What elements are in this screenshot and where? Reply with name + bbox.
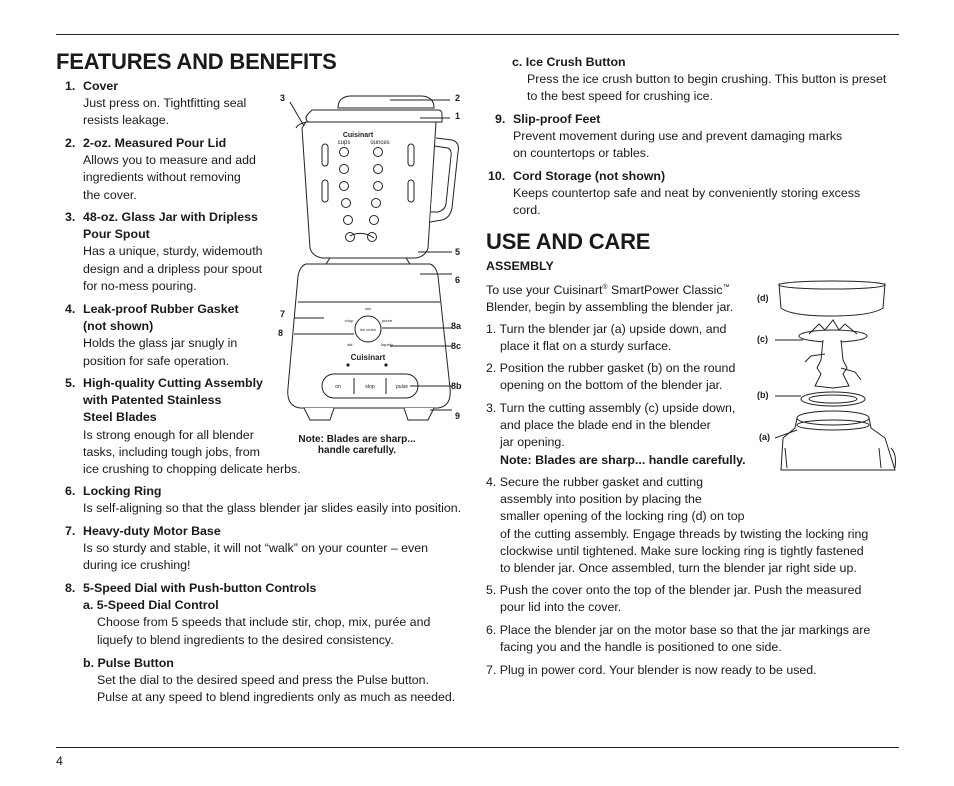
step-line: clockwise until tightened. Make sure locking ring is tightly fastened (500, 543, 864, 558)
callout-6: 6 (455, 275, 461, 285)
subfeature-title: c. Ice Crush Button (512, 55, 626, 69)
feature-title: with Patented Stainless (83, 393, 222, 408)
step-line: 2. Position the rubber gasket (b) on the round (486, 361, 736, 375)
feature-number: 8. (65, 581, 76, 595)
callout-3: 3 (280, 93, 286, 103)
button-pulse-label: pulse (396, 384, 408, 390)
feature-text: Allows you to measure and add (83, 153, 256, 168)
feature-text: Is strong enough for all blender (83, 427, 254, 442)
intro-text: To use your Cuisinart (486, 283, 603, 297)
feature-number: 2. (65, 136, 76, 150)
assembly-label-a: (a) (759, 432, 770, 442)
top-rule (56, 34, 899, 35)
callout-7: 7 (280, 309, 286, 319)
assembly-diagram (775, 278, 899, 472)
feature-text: Just press on. Tightfitting seal (83, 96, 247, 111)
assembly-step-5 (486, 582, 861, 616)
base-brand-label: Cuisinart (350, 353, 386, 362)
diagram-note (296, 434, 418, 456)
jar-brand-label: Cuisinart (342, 132, 374, 139)
feature-title: Slip-proof Feet (513, 112, 601, 126)
feature-text: Pulse at any speed to blend ingredients only as much as needed. (97, 690, 456, 705)
registered-mark: ® (602, 283, 608, 291)
callout-5: 5 (455, 247, 461, 257)
feature-title: Cover (83, 79, 119, 93)
feature-text: position for safe operation. (83, 353, 230, 368)
feature-number: 9. (495, 112, 506, 126)
assembly-step-1 (486, 321, 726, 355)
callout-8a: 8a (451, 321, 462, 331)
feature-text: for no-mess pouring. (83, 278, 197, 293)
feature-text: Prevent movement during use and prevent damaging marks (513, 129, 843, 144)
assembly-step-3 (486, 400, 746, 469)
feature-number: 10. (488, 169, 506, 183)
measured-pour-lid (338, 96, 434, 108)
feature-text: ingredients without removing (83, 170, 241, 185)
callout-9: 9 (455, 411, 461, 421)
assembly-step-2 (486, 360, 735, 394)
cover (306, 110, 442, 122)
blender-diagram (270, 88, 480, 463)
step-line: 1. Turn the blender jar (a) upside down, and (486, 322, 727, 336)
feature-title: High-quality Cutting Assembly (83, 376, 263, 390)
step-line: facing you and the handle is positioned to one side. (500, 640, 782, 655)
intro-text: SmartPower Classic (607, 283, 723, 297)
feature-text: Is so sturdy and stable, it will not “walk” on your counter – even (83, 541, 429, 556)
callout-8b: 8b (451, 381, 462, 391)
trademark-mark: ™ (722, 283, 730, 291)
jar-label-cups: cups (337, 140, 351, 146)
step-line: smaller opening of the locking ring (d) on top (500, 509, 745, 524)
assembly-label-d: (d) (757, 293, 769, 303)
feature-number: 4. (65, 302, 76, 316)
subfeature-ice-crush (512, 54, 886, 106)
use-and-care-heading: USE AND CARE (486, 229, 651, 254)
callout-1: 1 (455, 111, 461, 121)
step-line: 7. Plug in power cord. Your blender is now ready to be used. (486, 663, 817, 677)
jar-label-ounces: ounces (370, 140, 390, 146)
assembly-step-6 (486, 622, 870, 656)
step-note: Note: Blades are sharp... handle carefully. (500, 452, 746, 467)
feature-text: Is self-aligning so that the glass blender jar slides easily into position. (83, 501, 462, 516)
assembly-label-c: (c) (757, 334, 768, 344)
feature-text: design and a dripless pour spout (83, 261, 263, 276)
feature-text: Holds the glass jar snugly in (83, 336, 238, 351)
step-line: opening on the bottom of the blender jar. (500, 378, 723, 393)
step-line: of the cutting assembly. Engage threads by twisting the locking ring (500, 526, 869, 541)
feature-number: 1. (65, 79, 76, 93)
step-line: 6. Place the blender jar on the motor base so that the jar markings are (486, 623, 871, 637)
assembly-heading: ASSEMBLY (486, 259, 554, 273)
assembly-label-b: (b) (757, 390, 769, 400)
feature-text: Keeps countertop safe and neat by conveniently storing excess (513, 186, 861, 201)
feature-text: Set the dial to the desired speed and press the Pulse button. (97, 673, 430, 688)
feature-title: Heavy-duty Motor Base (83, 524, 221, 538)
step-line: assembly into position by placing the (500, 492, 702, 507)
feature-text: ice crushing to chopping delicate herbs. (83, 462, 301, 477)
feature-text: liquefy to blend ingredients to the desired consistency. (97, 632, 394, 647)
callout-2: 2 (455, 93, 461, 103)
slip-proof-foot (304, 408, 334, 420)
step-line: 5. Push the cover onto the top of the blender jar. Push the measured (486, 583, 862, 597)
feature-title: 2-oz. Measured Pour Lid (83, 136, 227, 150)
feature-number: 7. (65, 524, 76, 538)
dial-mark: stir (347, 342, 353, 347)
step-line: and place the blade end in the blender (500, 418, 711, 433)
diagram-note-line: handle carefully. (317, 445, 397, 456)
page-number: 4 (56, 754, 63, 768)
feature-text: Choose from 5 speeds that include stir, chop, mix, purée and (97, 615, 431, 630)
dial-mark: liquefy (381, 342, 393, 347)
button-stop-label: stop (365, 384, 375, 390)
assembly-step-7 (486, 662, 817, 679)
feature-text: to the best speed for crushing ice. (527, 89, 713, 104)
locking-ring (326, 258, 410, 264)
step-line: to blender jar. Once assembled, turn the blender jar right side up. (500, 561, 857, 576)
step-line: 3. Turn the cutting assembly (c) upside down, (486, 401, 736, 415)
feature-text: cord. (513, 203, 541, 218)
step-line: pour lid into the cover. (500, 600, 622, 615)
callout-8: 8 (278, 328, 284, 338)
slip-proof-foot (404, 408, 434, 420)
feature-title: Steel Blades (83, 410, 157, 425)
dial-mark: chop (344, 318, 354, 323)
dial-mark: mix (364, 306, 372, 311)
feature-title: Leak-proof Rubber Gasket (83, 302, 239, 316)
feature-text: the cover. (83, 187, 137, 202)
intro-text: Blender, begin by assembling the blender jar. (486, 300, 734, 315)
step-line: jar opening. (500, 435, 565, 450)
feature-title: Pour Spout (83, 227, 150, 242)
subfeature-title: a. 5-Speed Dial Control (83, 598, 219, 613)
feature-number: 6. (65, 484, 76, 498)
feature-text: Press the ice crush button to begin crushing. This button is preset (527, 72, 887, 87)
feature-text: on countertops or tables. (513, 146, 650, 161)
dial-mark: purée (381, 318, 393, 323)
assembly-step-4 (486, 474, 868, 577)
feature-number: 3. (65, 210, 76, 224)
feature-title: 48-oz. Glass Jar with Dripless (83, 210, 258, 224)
bottom-rule (56, 747, 899, 748)
callout-8c: 8c (451, 341, 462, 351)
feature-text: resists leakage. (83, 113, 170, 128)
features-heading: FEATURES AND BENEFITS (56, 49, 337, 74)
assembly-intro (486, 282, 733, 316)
subfeature-title: b. Pulse Button (83, 655, 174, 670)
step-line: 4. Secure the rubber gasket and cutting (486, 475, 703, 489)
feature-title: (not shown) (83, 319, 154, 334)
feature-text: during ice crushing! (83, 558, 191, 573)
diagram-note-line: Note: Blades are sharp... (298, 434, 416, 445)
step-line: place it flat on a sturdy surface. (500, 339, 672, 354)
feature-title: 5-Speed Dial with Push-button Controls (83, 581, 317, 595)
feature-title: Locking Ring (83, 484, 162, 498)
feature-title: Cord Storage (not shown) (513, 169, 666, 183)
feature-text: tasks, including tough jobs, from (83, 444, 261, 459)
feature-text: Has a unique, sturdy, widemouth (83, 244, 263, 259)
feature-number: 5. (65, 376, 76, 390)
button-on-label: on (335, 384, 341, 390)
dial-label: ice crush (359, 327, 377, 332)
